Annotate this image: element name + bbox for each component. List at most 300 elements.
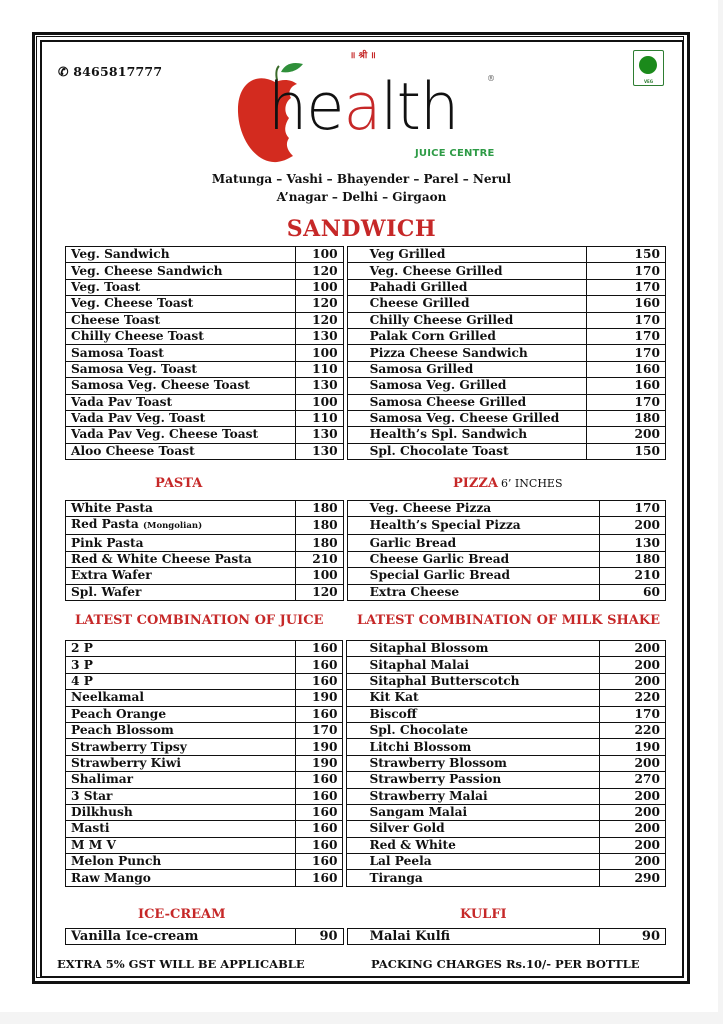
item-price-text: 90: [641, 929, 660, 945]
item-price: [295, 641, 343, 657]
menu-row: [66, 722, 666, 738]
item-name: [347, 870, 600, 886]
section-title-milkshake: LATEST COMBINATION OF MILK SHAKE: [357, 613, 661, 628]
item-name: [347, 328, 587, 344]
item-name: [66, 641, 296, 657]
item-price: [600, 501, 666, 517]
item-price-text: 160: [634, 361, 660, 376]
item-price-text: 90: [319, 929, 338, 945]
item-name: [66, 929, 296, 945]
item-price-text: 160: [312, 854, 338, 869]
item-name: [66, 535, 296, 551]
item-price-text: 130: [312, 378, 338, 393]
item-name-text: Cheese Garlic Bread: [369, 551, 510, 566]
item-name: [347, 584, 600, 600]
item-name: [347, 821, 600, 837]
item-name-text: Vada Pav Toast: [71, 394, 173, 409]
item-price: [295, 501, 343, 517]
menu-row: [66, 641, 666, 657]
item-price: [587, 394, 666, 410]
item-name-text: Neelkamal: [71, 690, 145, 705]
item-name-text: Palak Corn Grilled: [369, 329, 496, 344]
item-name: [347, 427, 587, 443]
item-price-text: 170: [634, 312, 660, 327]
item-price: [295, 706, 343, 722]
item-price-text: 160: [312, 657, 338, 672]
item-name-text: Sitaphal Malai: [369, 657, 470, 672]
item-price-text: 100: [312, 568, 338, 583]
item-name-text: Samosa Veg. Grilled: [369, 378, 507, 393]
item-name-text: Extra Cheese: [369, 584, 460, 599]
item-price-text: 100: [312, 394, 338, 409]
item-name-text: Vada Pav Veg. Toast: [71, 411, 206, 426]
item-name: [347, 929, 600, 945]
item-name: [66, 870, 296, 886]
item-name-text: Malai Kulfi: [369, 929, 451, 945]
item-name: [347, 706, 600, 722]
item-name-text: Sangam Malai: [369, 805, 468, 820]
item-price-text: 180: [634, 551, 660, 566]
item-name: [347, 739, 600, 755]
packing-note: PACKING CHARGES Rs.10/- PER BOTTLE: [371, 957, 640, 971]
item-price-text: 190: [312, 755, 338, 770]
item-price-text: 100: [312, 279, 338, 294]
item-price-text: 200: [634, 641, 660, 656]
item-price: [600, 568, 666, 584]
item-price: [295, 361, 343, 377]
item-name-text: Veg Grilled: [369, 247, 446, 262]
item-price-text: 170: [312, 723, 338, 738]
item-name-text: Chilly Cheese Grilled: [369, 312, 514, 327]
item-name-text: Red Pasta: [71, 517, 139, 532]
item-price: [295, 443, 343, 459]
menu-row: [66, 673, 666, 689]
item-name: [66, 739, 296, 755]
pizza-size-text: 6’ INCHES: [500, 477, 563, 490]
menu-row: [66, 755, 666, 771]
item-price-text: 160: [312, 673, 338, 688]
item-name: [347, 854, 600, 870]
menu-row: [66, 345, 666, 361]
item-price: [587, 410, 666, 426]
item-price-text: 160: [312, 870, 338, 885]
item-price: [600, 657, 666, 673]
item-name-text: Strawberry Kiwi: [71, 755, 182, 770]
item-price: [295, 312, 343, 328]
item-name: [347, 378, 587, 394]
item-price-text: 190: [312, 690, 338, 705]
item-price: [295, 535, 343, 551]
item-name: [347, 657, 600, 673]
item-price-text: 210: [312, 551, 338, 566]
item-name: [66, 394, 296, 410]
item-name-text: Red & White: [369, 837, 456, 852]
item-price: [600, 755, 666, 771]
item-name: [347, 837, 600, 853]
phone-number: [58, 64, 162, 79]
item-price-text: 160: [634, 296, 660, 311]
item-price: [295, 755, 343, 771]
item-price-text: 200: [634, 673, 660, 688]
item-price: [295, 279, 343, 295]
item-price-text: 170: [634, 345, 660, 360]
menu-row: [66, 739, 666, 755]
item-price: [295, 296, 343, 312]
phone-icon: ✆: [58, 64, 69, 79]
menu-row: [66, 804, 666, 820]
item-name: [66, 551, 296, 567]
item-name: [347, 296, 587, 312]
item-price-text: 270: [634, 772, 660, 787]
item-name-text: Pahadi Grilled: [369, 279, 468, 294]
item-name: [66, 854, 296, 870]
item-price-text: 200: [634, 657, 660, 672]
veg-label: VEG: [643, 79, 654, 84]
brand-subtitle: JUICE CENTRE: [415, 148, 495, 159]
item-price: [587, 247, 666, 263]
item-price-text: 200: [634, 788, 660, 803]
item-price: [295, 263, 343, 279]
item-price: [295, 788, 343, 804]
item-name: [66, 263, 296, 279]
menu-row: [66, 788, 666, 804]
item-price-text: 180: [312, 518, 338, 533]
item-name: [347, 551, 600, 567]
item-price: [295, 345, 343, 361]
item-name-text: Masti: [71, 821, 110, 836]
item-name-text: Samosa Veg. Cheese Toast: [71, 378, 250, 393]
item-name: [347, 568, 600, 584]
item-name: [66, 312, 296, 328]
item-name: [66, 361, 296, 377]
item-price: [587, 361, 666, 377]
item-name: [66, 427, 296, 443]
item-name-text: Samosa Grilled: [369, 361, 474, 376]
item-name-text: Garlic Bread: [369, 535, 457, 550]
item-name-text: Red & White Cheese Pasta: [71, 551, 252, 566]
item-price: [600, 739, 666, 755]
item-name: [347, 410, 587, 426]
menu-row: [66, 584, 666, 600]
item-name: [66, 410, 296, 426]
item-name: [66, 755, 296, 771]
item-name-text: Tiranga: [369, 870, 423, 885]
item-name: [66, 821, 296, 837]
item-price: [600, 584, 666, 600]
item-price: [295, 584, 343, 600]
item-price-text: 60: [643, 584, 660, 599]
brand-text-a: a: [343, 68, 381, 145]
item-price-text: 130: [312, 427, 338, 442]
item-name: [347, 443, 587, 459]
item-name: [347, 517, 600, 535]
item-price-text: 180: [312, 535, 338, 550]
item-price: [295, 690, 343, 706]
item-price: [600, 535, 666, 551]
item-price-text: 160: [312, 805, 338, 820]
item-name-text: Melon Punch: [71, 854, 162, 869]
item-price-text: 200: [634, 755, 660, 770]
item-price-text: 200: [634, 427, 660, 442]
item-price-text: 200: [634, 821, 660, 836]
item-price-text: 150: [634, 443, 660, 458]
item-price-text: 160: [312, 641, 338, 656]
item-price-text: 170: [634, 263, 660, 278]
item-name-text: Sitaphal Blossom: [369, 641, 489, 656]
item-price-text: 120: [312, 263, 338, 278]
item-price-text: 210: [634, 568, 660, 583]
item-name-text: Lal Peela: [369, 854, 432, 869]
item-name-text: Spl. Chocolate Toast: [369, 443, 509, 458]
item-price: [295, 870, 343, 886]
section-title-icecream: ICE-CREAM: [138, 907, 226, 922]
item-price-text: 120: [312, 296, 338, 311]
item-name: [347, 501, 600, 517]
menu-row: [66, 690, 666, 706]
menu-row: [66, 837, 666, 853]
item-price-text: 170: [634, 279, 660, 294]
item-price-text: 130: [312, 329, 338, 344]
item-name: [347, 755, 600, 771]
item-price: [600, 854, 666, 870]
item-name: [347, 345, 587, 361]
item-name-text: Samosa Veg. Toast: [71, 361, 198, 376]
item-name-text: 3 Star: [71, 788, 113, 803]
brand-name: [268, 68, 458, 145]
item-price: [600, 804, 666, 820]
item-price: [295, 394, 343, 410]
item-name-text: Special Garlic Bread: [369, 568, 511, 583]
pizza-title-text: PIZZA: [453, 476, 498, 491]
item-price: [295, 854, 343, 870]
item-name-text: Shalimar: [71, 772, 134, 787]
item-price: [600, 690, 666, 706]
item-price: [587, 378, 666, 394]
item-name-text: Veg. Toast: [71, 279, 141, 294]
item-name-text: Dilkhush: [71, 805, 133, 820]
item-price-text: 100: [312, 345, 338, 360]
item-price-text: 120: [312, 312, 338, 327]
item-price-text: 170: [634, 706, 660, 721]
item-name: [66, 501, 296, 517]
item-price: [600, 551, 666, 567]
item-price: [600, 706, 666, 722]
item-name-text: Health’s Special Pizza: [369, 518, 521, 533]
item-name: [347, 247, 587, 263]
item-name-text: Vanilla Ice-cream: [71, 929, 199, 945]
shri-text: ॥ श्री ॥: [350, 51, 376, 61]
item-name-text: White Pasta: [71, 501, 153, 516]
item-price-text: 220: [634, 723, 660, 738]
item-name-text: Veg. Cheese Pizza: [369, 501, 492, 516]
menu-row: [66, 535, 666, 551]
item-name-text: Strawberry Blossom: [369, 755, 507, 770]
menu-row: [66, 279, 666, 295]
menu-row: [66, 247, 666, 263]
item-price: [587, 328, 666, 344]
item-price-text: 170: [634, 501, 660, 516]
pasta-pizza-table: [65, 500, 666, 601]
veg-dot-icon: [639, 56, 657, 74]
item-name: [66, 568, 296, 584]
item-name: [347, 772, 600, 788]
item-name-text: Veg. Cheese Sandwich: [71, 263, 223, 278]
menu-row: [66, 263, 666, 279]
item-name: [347, 722, 600, 738]
menu-row: [66, 821, 666, 837]
item-name-text: Samosa Toast: [71, 345, 164, 360]
item-name: [66, 772, 296, 788]
item-price-text: 170: [634, 329, 660, 344]
menu-row: [66, 517, 666, 535]
menu-row: [66, 378, 666, 394]
item-name: [66, 673, 296, 689]
item-name: [66, 296, 296, 312]
item-name: [347, 690, 600, 706]
item-price-text: 100: [312, 247, 338, 262]
item-price: [295, 804, 343, 820]
item-price-text: 160: [312, 837, 338, 852]
item-name-text: Spl. Chocolate: [369, 723, 469, 738]
item-name: [66, 247, 296, 263]
item-name-text: Strawberry Tipsy: [71, 739, 187, 754]
item-name: [66, 657, 296, 673]
menu-row: [66, 312, 666, 328]
item-name-text: Pizza Cheese Sandwich: [369, 345, 528, 360]
section-title-pasta: PASTA: [155, 476, 203, 491]
item-name-text: Kit Kat: [369, 690, 419, 705]
item-name-text: Cheese Toast: [71, 312, 161, 327]
item-price: [600, 837, 666, 853]
menu-row: [66, 361, 666, 377]
menu-row: [66, 929, 666, 945]
item-price: [600, 772, 666, 788]
item-name: [347, 312, 587, 328]
item-name-text: Aloo Cheese Toast: [71, 443, 195, 458]
menu-row: [66, 551, 666, 567]
item-name-text: Sitaphal Butterscotch: [369, 673, 520, 688]
item-price-text: 180: [312, 501, 338, 516]
item-name-text: Cheese Grilled: [369, 296, 470, 311]
item-price-text: 130: [634, 535, 660, 550]
icecream-kulfi-table: [65, 928, 666, 945]
item-price: [587, 427, 666, 443]
item-price-text: 220: [634, 690, 660, 705]
item-price-text: 160: [312, 772, 338, 787]
item-name: [66, 443, 296, 459]
item-name-text: 4 P: [71, 673, 93, 688]
brand-text-pre: he: [268, 68, 344, 145]
menu-row: [66, 296, 666, 312]
item-price-text: 160: [634, 378, 660, 393]
item-price-text: 200: [634, 518, 660, 533]
menu-row: [66, 443, 666, 459]
item-price: [295, 328, 343, 344]
item-price-text: 160: [312, 706, 338, 721]
item-price-text: 170: [634, 394, 660, 409]
item-price: [295, 739, 343, 755]
item-name-text: Biscoff: [369, 706, 417, 721]
item-name-text: Health’s Spl. Sandwich: [369, 427, 528, 442]
gst-note: EXTRA 5% GST WILL BE APPLICABLE: [57, 957, 305, 971]
item-price: [600, 517, 666, 535]
registered-mark: ®: [487, 74, 495, 83]
menu-row: [66, 427, 666, 443]
item-price: [587, 443, 666, 459]
phone-text: 8465817777: [73, 64, 163, 79]
item-name-text: Samosa Cheese Grilled: [369, 394, 527, 409]
item-name: [66, 837, 296, 853]
item-name: [347, 535, 600, 551]
item-price: [587, 345, 666, 361]
item-name-text: Veg. Sandwich: [71, 247, 170, 262]
item-name: [66, 378, 296, 394]
item-name: [66, 517, 296, 535]
item-name: [66, 722, 296, 738]
section-title-kulfi: KULFI: [460, 907, 507, 922]
item-name: [347, 673, 600, 689]
menu-row: [66, 501, 666, 517]
item-price: [295, 551, 343, 567]
item-name-text: M M V: [71, 837, 116, 852]
item-price: [587, 296, 666, 312]
item-price: [600, 722, 666, 738]
item-name-text: Strawberry Passion: [369, 772, 502, 787]
item-name-text: 2 P: [71, 641, 93, 656]
item-price: [295, 821, 343, 837]
sandwich-table: [65, 246, 666, 460]
item-price: [295, 722, 343, 738]
item-name-text: 3 P: [71, 657, 93, 672]
juice-milkshake-table: [65, 640, 666, 887]
item-name-text: Vada Pav Veg. Cheese Toast: [71, 427, 259, 442]
item-name: [347, 641, 600, 657]
item-price: [600, 673, 666, 689]
menu-row: [66, 854, 666, 870]
item-price-text: 160: [312, 788, 338, 803]
item-name: [66, 279, 296, 295]
item-name: [347, 263, 587, 279]
section-title-pizza: [453, 476, 562, 491]
menu-row: [66, 657, 666, 673]
item-price-text: 180: [634, 411, 660, 426]
item-price-text: 200: [634, 854, 660, 869]
item-price-text: 200: [634, 837, 660, 852]
menu-row: [66, 772, 666, 788]
item-name-text: Peach Blossom: [71, 723, 174, 738]
item-price: [587, 279, 666, 295]
section-title-sandwich: SANDWICH: [286, 216, 437, 242]
item-name: [66, 804, 296, 820]
menu-row: [66, 870, 666, 886]
item-price-text: 190: [634, 739, 660, 754]
item-price-text: 110: [312, 411, 338, 426]
item-price: [600, 929, 666, 945]
item-price: [295, 517, 343, 535]
locations-line-2: A’nagar – Delhi – Girgaon: [276, 190, 447, 204]
item-price-text: 150: [634, 247, 660, 262]
item-price: [295, 568, 343, 584]
item-price: [600, 870, 666, 886]
menu-row: [66, 568, 666, 584]
item-name-text: Strawberry Malai: [369, 788, 488, 803]
item-name-text: Litchi Blossom: [369, 739, 472, 754]
veg-mark-icon: [633, 50, 664, 86]
item-price-text: 160: [312, 821, 338, 836]
item-name-text: Veg. Cheese Toast: [71, 296, 194, 311]
item-name: [347, 804, 600, 820]
item-price-text: 120: [312, 584, 338, 599]
